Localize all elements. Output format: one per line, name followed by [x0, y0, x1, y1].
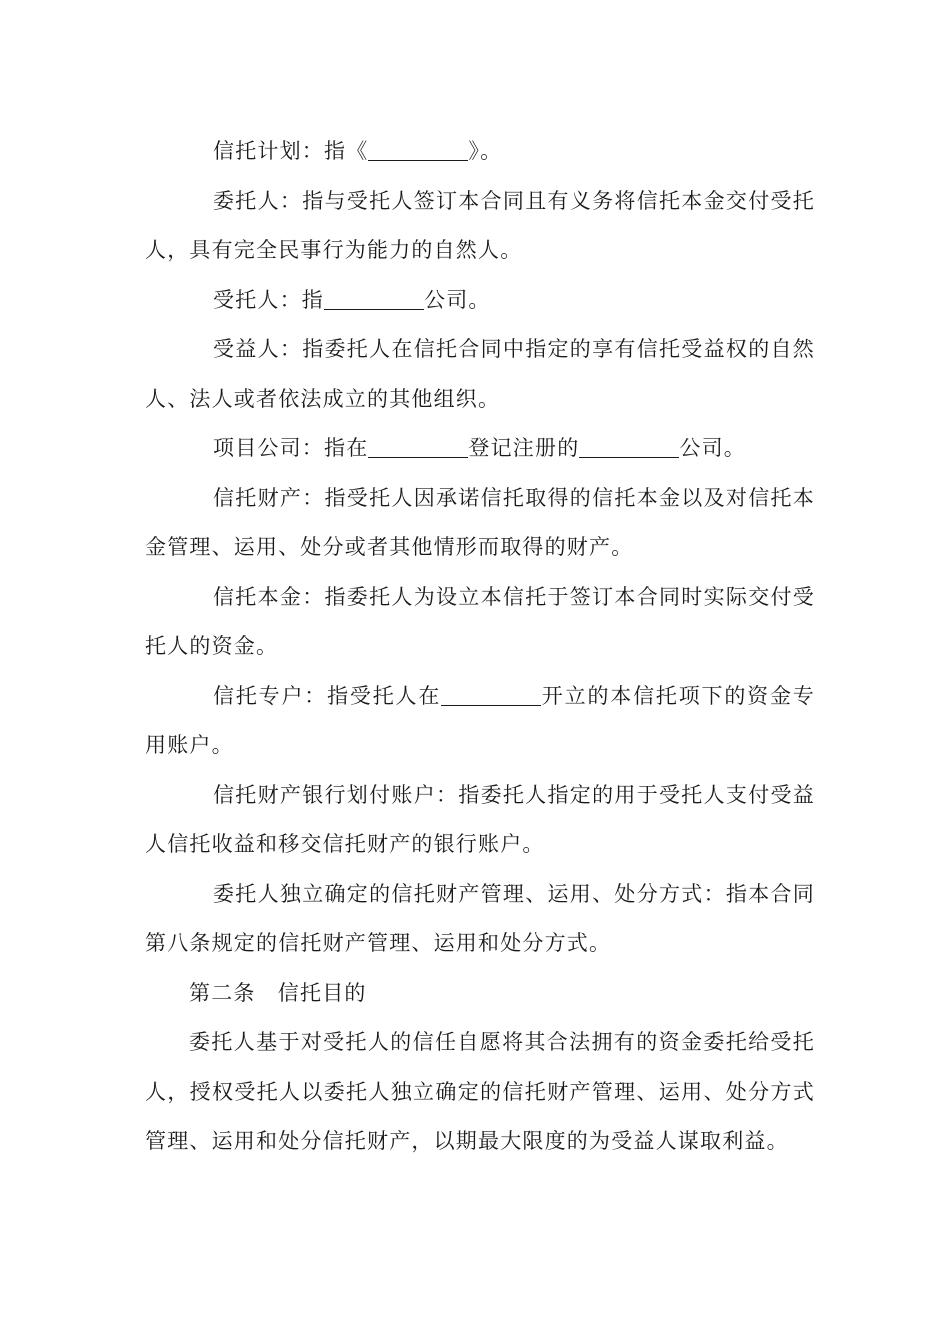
paragraph-settlor: [145, 177, 815, 276]
paragraph-trust-principal: [145, 573, 815, 672]
paragraph-beneficiary: [145, 325, 815, 424]
paragraph-trust-account: [145, 672, 815, 771]
text: 受托人：指: [213, 287, 324, 312]
text: 公司。: [424, 287, 491, 312]
paragraph-trust-plan: [145, 127, 815, 177]
text: 信托本金：指委托人为设立本信托于签订本合同时实际交付受托人的资金。: [145, 584, 815, 658]
blank-line: [579, 436, 679, 458]
text: 项目公司：指在: [213, 436, 369, 460]
text: 委托人独立确定的信托财产管理、运用、处分方式：指本合同第八条规定的信托财产管理、运用和处分方式。: [145, 881, 815, 955]
text: 第二条 信托目的: [189, 980, 367, 1005]
text: 委托人：指与受托人签订本合同且有义务将信托本金交付受托人，具有完全民事行为能力的自然人。: [145, 188, 815, 262]
text: 委托人基于对受托人的信任自愿将其合法拥有的资金委托给受托人，授权受托人以委托人独立确定的信托财产管理、运用、处分方式管理、运用和处分信托财产，以期最大限度的为受益人谋取利益。: [145, 1030, 815, 1153]
text: 受益人：指委托人在信托合同中指定的享有信托受益权的自然人、法人或者依法成立的其他组织。: [145, 337, 815, 411]
paragraph-trust-property: [145, 474, 815, 573]
blank-line: [368, 436, 468, 458]
blank-line: [368, 139, 468, 161]
paragraph-bank-transfer-account: [145, 771, 815, 870]
text: 信托计划：指《: [213, 139, 369, 163]
text: 开立的本信托项下的资金专用账户。: [145, 683, 816, 757]
paragraph-project-company: [145, 424, 815, 474]
article-heading: [145, 969, 815, 1019]
text: 公司。: [679, 436, 747, 460]
document-body: [145, 127, 815, 1167]
text: 信托财产银行划付账户：指委托人指定的用于受托人支付受益人信托收益和移交信托财产的银行账户。: [145, 782, 815, 856]
text: 登记注册的: [468, 436, 580, 460]
text: 》。: [468, 139, 503, 163]
blank-line: [441, 684, 541, 706]
paragraph-management-method: [145, 870, 815, 969]
text: 信托财产：指受托人因承诺信托取得的信托本金以及对信托本金管理、运用、处分或者其他情形而取得的财产。: [145, 485, 815, 559]
text: 信托专户：指受托人在: [213, 683, 442, 708]
paragraph-trustee: [145, 276, 815, 326]
paragraph-trust-purpose: [145, 1018, 815, 1167]
blank-line: [324, 288, 424, 310]
